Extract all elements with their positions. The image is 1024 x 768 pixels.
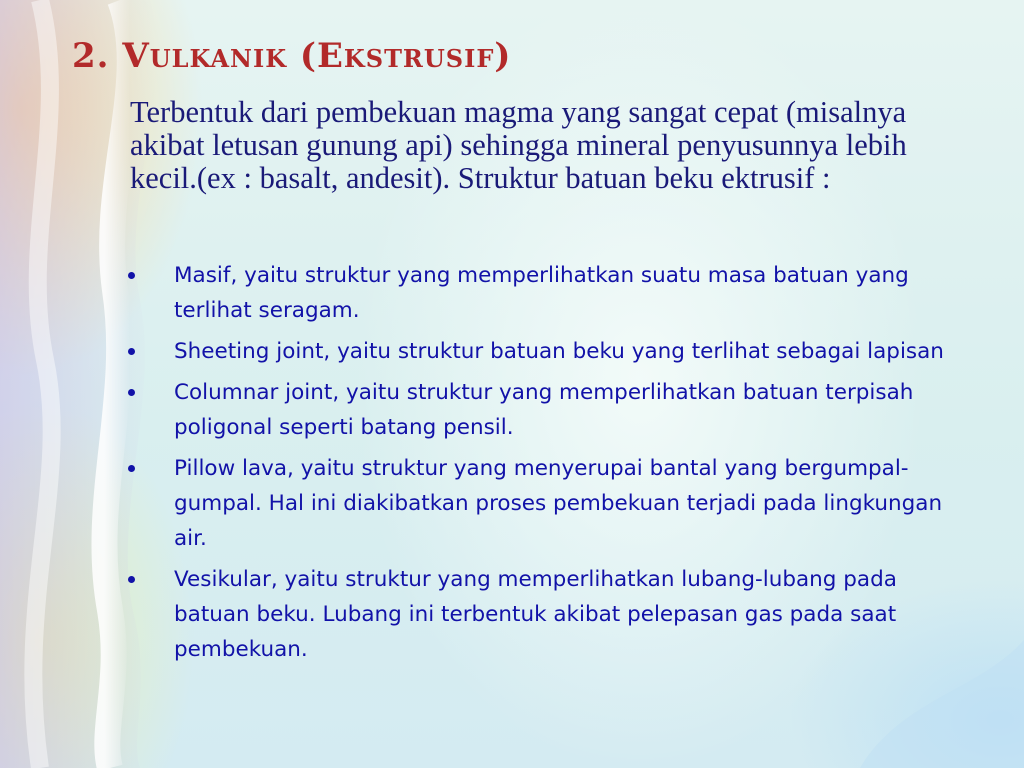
list-item [124,562,974,667]
list-item-text: Sheeting joint, yaitu struktur batuan beku yang terlihat sebagai lapisan [174,339,944,364]
bullet-list [124,258,974,673]
list-item [124,334,974,369]
bullet-icon [128,389,135,396]
bullet-icon [128,348,135,355]
slide-title: 2. Vulkanik (Ekstrusif) [72,36,512,76]
bullet-icon [128,576,135,583]
list-item [124,375,974,445]
list-item-text: Pillow lava, yaitu struktur yang menyerupai bantal yang bergumpal-gumpal. Hal ini diakibatkan proses pembekuan terjadi pada lingkungan air. [174,456,943,551]
bullet-icon [128,465,135,472]
list-item [124,258,974,328]
bullet-icon [128,272,135,279]
list-item-text: Columnar joint, yaitu struktur yang memperlihatkan batuan terpisah poligonal seperti batang pensil. [174,380,914,440]
list-item-text: Masif, yaitu struktur yang memperlihatkan suatu masa batuan yang terlihat seragam. [174,263,909,323]
list-item [124,451,974,556]
list-item-text: Vesikular, yaitu struktur yang memperlihatkan lubang-lubang pada batuan beku. Lubang ini terbentuk akibat pelepasan gas pada saat pembekuan. [174,567,897,662]
intro-paragraph: Terbentuk dari pembekuan magma yang sangat cepat (misalnya akibat letusan gunung api) sehingga mineral penyusunnya lebih kecil.(ex : basalt, andesit). Struktur batuan beku ektrusif : [130,95,907,195]
